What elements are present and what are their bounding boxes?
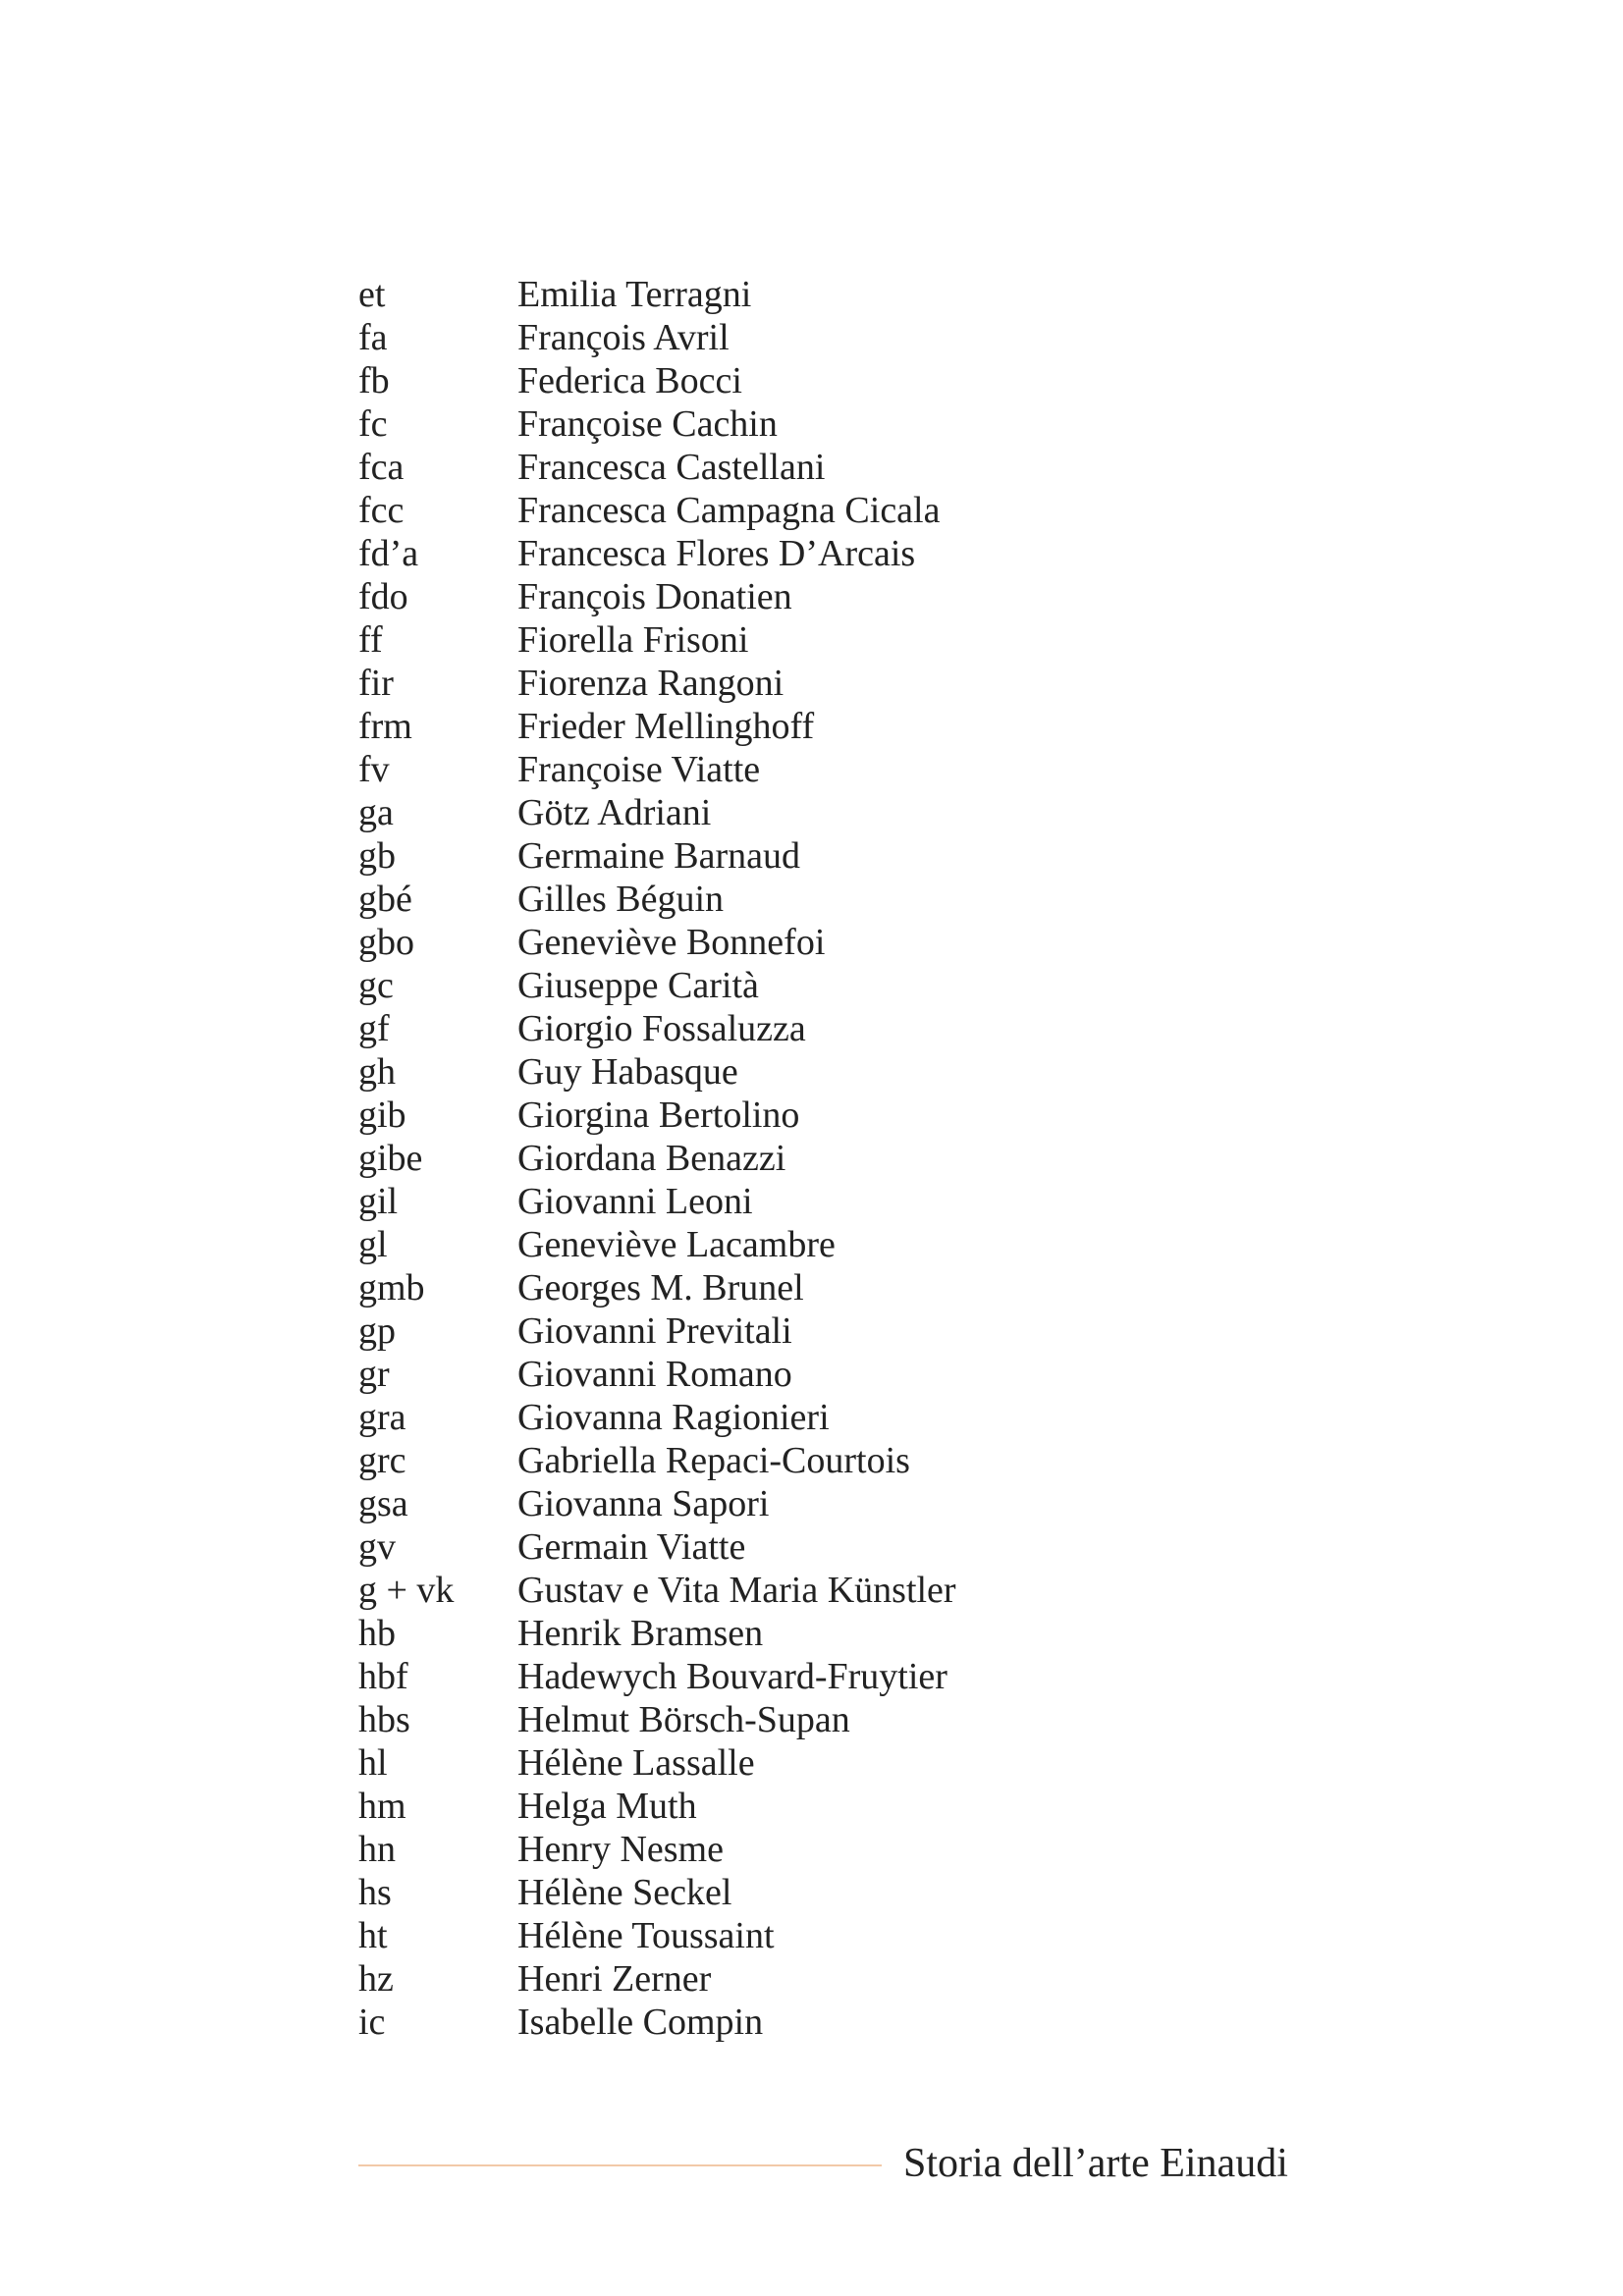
author-abbreviation: gv — [358, 1526, 396, 1568]
author-row — [358, 1525, 1340, 1569]
author-row — [358, 921, 1340, 964]
author-abbreviation: hn — [358, 1829, 396, 1870]
author-abbreviation: ic — [358, 2002, 386, 2043]
author-row — [358, 1612, 1340, 1655]
author-row — [358, 964, 1340, 1007]
author-row — [358, 359, 1340, 402]
author-name: Giovanni Previtali — [517, 1310, 792, 1352]
author-abbreviation: gibe — [358, 1138, 423, 1179]
author-abbreviation: hl — [358, 1742, 388, 1784]
author-name: Germain Viatte — [517, 1526, 746, 1568]
author-name: Giovanna Sapori — [517, 1483, 770, 1524]
author-row — [358, 489, 1340, 532]
author-name: Françoise Cachin — [517, 403, 778, 445]
author-abbreviation: frm — [358, 706, 412, 747]
author-name: Isabelle Compin — [517, 2002, 764, 2043]
author-abbreviation: ht — [358, 1915, 388, 1956]
author-row — [358, 1137, 1340, 1180]
author-abbreviation: fb — [358, 360, 390, 401]
author-abbreviation: gc — [358, 965, 394, 1006]
author-name: Françoise Viatte — [517, 749, 761, 790]
author-name: Giuseppe Carità — [517, 965, 759, 1006]
author-row — [358, 1050, 1340, 1094]
author-row — [358, 834, 1340, 878]
author-abbreviation: grc — [358, 1440, 406, 1481]
author-name: Emilia Terragni — [517, 274, 752, 315]
author-abbreviation: gb — [358, 835, 396, 877]
author-name: Hélène Seckel — [517, 1872, 732, 1913]
author-abbreviation: hb — [358, 1613, 396, 1654]
author-name: Francesca Campagna Cicala — [517, 490, 941, 531]
author-name: Germaine Barnaud — [517, 835, 801, 877]
author-row — [358, 1309, 1340, 1353]
author-abbreviation: gra — [358, 1397, 406, 1438]
author-row — [358, 791, 1340, 834]
author-abbreviation: gil — [358, 1181, 399, 1222]
author-row — [358, 1914, 1340, 1957]
author-abbreviation: ff — [358, 619, 383, 661]
author-name: Giovanni Romano — [517, 1354, 792, 1395]
author-row — [358, 1353, 1340, 1396]
author-name: Gustav e Vita Maria Künstler — [517, 1570, 956, 1611]
author-name: Götz Adriani — [517, 792, 712, 833]
author-row — [358, 402, 1340, 446]
author-name: François Donatien — [517, 576, 792, 617]
author-abbreviation: fdo — [358, 576, 408, 617]
author-row — [358, 1655, 1340, 1698]
author-name: Fiorella Frisoni — [517, 619, 749, 661]
author-name: Gabriella Repaci-Courtois — [517, 1440, 910, 1481]
author-row — [358, 748, 1340, 791]
author-name: Geneviève Bonnefoi — [517, 922, 826, 963]
author-abbreviation: hz — [358, 1958, 394, 2000]
author-abbreviation: gbo — [358, 922, 414, 963]
author-abbreviation: hm — [358, 1786, 406, 1827]
author-abbreviation: gl — [358, 1224, 388, 1265]
author-abbreviation: gr — [358, 1354, 390, 1395]
author-row — [358, 2001, 1340, 2044]
author-name: Henri Zerner — [517, 1958, 712, 2000]
footer-rule — [358, 2164, 882, 2166]
author-row — [358, 1569, 1340, 1612]
author-name: Georges M. Brunel — [517, 1267, 804, 1308]
author-abbreviation: gf — [358, 1008, 390, 1049]
author-name: Hélène Toussaint — [517, 1915, 775, 1956]
author-name: Francesca Castellani — [517, 447, 826, 488]
author-row — [358, 532, 1340, 575]
author-name: Giovanni Leoni — [517, 1181, 753, 1222]
author-name: Henrik Bramsen — [517, 1613, 764, 1654]
author-name: Helmut Börsch-Supan — [517, 1699, 850, 1740]
author-row — [358, 618, 1340, 662]
author-row — [358, 1785, 1340, 1828]
author-abbreviation: ga — [358, 792, 394, 833]
author-name: Hélène Lassalle — [517, 1742, 755, 1784]
author-row — [358, 1180, 1340, 1223]
author-abbreviation: fir — [358, 663, 394, 704]
author-row — [358, 1828, 1340, 1871]
author-name: Francesca Flores D’Arcais — [517, 533, 916, 574]
author-abbreviation: fc — [358, 403, 388, 445]
author-row — [358, 1396, 1340, 1439]
author-name: Gilles Béguin — [517, 879, 725, 920]
author-name: Federica Bocci — [517, 360, 742, 401]
author-name: Giovanna Ragionieri — [517, 1397, 830, 1438]
author-abbreviation: gsa — [358, 1483, 408, 1524]
author-row — [358, 1439, 1340, 1482]
author-abbreviation: gh — [358, 1051, 396, 1093]
author-name: Giorgina Bertolino — [517, 1095, 800, 1136]
author-row — [358, 1482, 1340, 1525]
author-row — [358, 1007, 1340, 1050]
author-abbreviation: fa — [358, 317, 388, 358]
author-abbreviation: fv — [358, 749, 390, 790]
author-name: Guy Habasque — [517, 1051, 738, 1093]
author-abbreviation: fd’a — [358, 533, 419, 574]
author-row — [358, 1741, 1340, 1785]
author-row — [358, 273, 1340, 316]
author-row — [358, 1266, 1340, 1309]
author-abbreviation: hs — [358, 1872, 392, 1913]
author-name: Fiorenza Rangoni — [517, 663, 784, 704]
author-name: Hadewych Bouvard-Fruytier — [517, 1656, 947, 1697]
author-abbreviation: g + vk — [358, 1570, 455, 1611]
author-abbreviation: gib — [358, 1095, 406, 1136]
author-row — [358, 1223, 1340, 1266]
author-abbreviation: fcc — [358, 490, 405, 531]
author-abbreviation: hbs — [358, 1699, 410, 1740]
author-row — [358, 1094, 1340, 1137]
author-name: Helga Muth — [517, 1786, 697, 1827]
author-row — [358, 878, 1340, 921]
author-abbreviation: fca — [358, 447, 405, 488]
author-abbreviation: gp — [358, 1310, 396, 1352]
author-row — [358, 446, 1340, 489]
author-name: Henry Nesme — [517, 1829, 724, 1870]
author-name: Giorgio Fossaluzza — [517, 1008, 806, 1049]
author-name: Frieder Mellinghoff — [517, 706, 815, 747]
author-name: Giordana Benazzi — [517, 1138, 786, 1179]
footer-title: Storia dell’arte Einaudi — [903, 2141, 1288, 2186]
author-abbreviation: hbf — [358, 1656, 408, 1697]
author-row — [358, 1957, 1340, 2001]
author-row — [358, 1698, 1340, 1741]
author-abbreviation: gbé — [358, 879, 412, 920]
author-name: Geneviève Lacambre — [517, 1224, 836, 1265]
author-abbreviation: et — [358, 274, 386, 315]
author-row — [358, 316, 1340, 359]
author-abbreviation: gmb — [358, 1267, 425, 1308]
author-name: François Avril — [517, 317, 730, 358]
author-row — [358, 575, 1340, 618]
author-row — [358, 1871, 1340, 1914]
author-row — [358, 705, 1340, 748]
author-row — [358, 662, 1340, 705]
author-abbreviation-list — [358, 273, 1340, 2044]
